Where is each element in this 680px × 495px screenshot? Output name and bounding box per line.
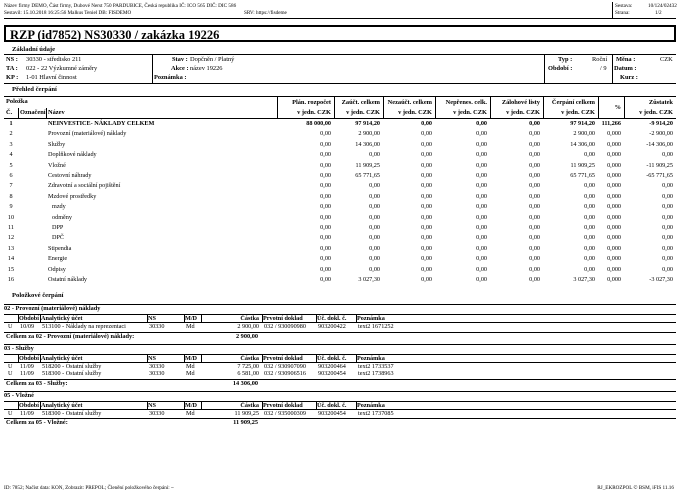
row-zust: 0,00	[662, 192, 673, 200]
row-zust: 0,00	[662, 151, 673, 159]
row-zauct: 3 027,30	[358, 276, 380, 283]
company-info: Název firmy DEMO, Část firmy, Dubové Nerst 750 PARDUBICE, Česká republika IČ: ICO 565 DIČ: DIC 586	[4, 3, 237, 9]
server-info: SRV: https://fisdeme	[244, 10, 287, 16]
row-number: 10	[7, 213, 15, 221]
item-obdobi: 11/09	[20, 362, 34, 370]
row-nezauct: 0,00	[421, 182, 432, 190]
item-castka: 7 725,00	[237, 362, 259, 370]
row-zal: 0,00	[529, 255, 540, 263]
row-zal: 0,00	[529, 276, 540, 283]
row-plan: 0,00	[320, 234, 331, 242]
item-obdobi: 11/09	[20, 409, 34, 417]
ta-value: 022 - 22 Výzkumné záměry	[26, 65, 98, 72]
row-neprenes: 0,00	[476, 203, 487, 211]
author-info: Sestavil: 15.10.2018 16:25:56 Malkus Teniel DB: FISDEMO	[4, 10, 132, 16]
item-doklad: 032 / 935000309	[264, 409, 306, 417]
row-zauct: 0,00	[369, 192, 380, 200]
item-u: U	[8, 362, 13, 370]
item-col-doklad: Prvotní doklad	[263, 354, 303, 362]
item-ns: 30330	[149, 323, 165, 330]
item-col-pozn: Poznámka	[357, 354, 385, 362]
row-plan: 0,00	[320, 172, 331, 179]
row-nezauct: 0,00	[421, 130, 432, 138]
item-ns: 30330	[149, 409, 165, 417]
row-zust: 0,00	[662, 182, 673, 190]
row-neprenes: 0,00	[476, 120, 487, 127]
row-nezauct: 0,00	[421, 213, 432, 221]
row-cerp: 0,00	[584, 192, 595, 200]
row-zauct: 0,00	[369, 213, 380, 221]
item-total-label: Celkem za 02 - Provozní (materiálové) náklady:	[6, 332, 135, 340]
row-plan: 0,00	[320, 151, 331, 159]
row-cerp: 0,00	[584, 182, 595, 190]
row-pct: 0,000	[607, 265, 621, 273]
col-nezauct: Nezaúčt. celkem	[387, 99, 432, 106]
item-col-ucet: Analytický účet	[41, 354, 83, 362]
row-nezauct: 0,00	[421, 224, 432, 231]
row-plan: 88 000,00	[306, 120, 331, 127]
row-zust: 0,00	[662, 244, 673, 252]
row-plan: 0,00	[320, 182, 331, 190]
row-zust: -3 027,30	[649, 276, 673, 283]
row-plan: 0,00	[320, 244, 331, 252]
row-name: Vložné	[48, 161, 66, 169]
row-cerp: 0,00	[584, 265, 595, 273]
item-col-ns: NS	[148, 315, 156, 322]
row-pct: 0,000	[607, 182, 621, 190]
col-zust: Zůstatek	[648, 99, 673, 106]
col-c: Č.	[6, 109, 13, 116]
datum-label: Datum :	[614, 65, 637, 72]
col-nezauct-unit: v jedn. CZK	[398, 109, 432, 116]
row-name: Mzdové prostředky	[48, 192, 97, 200]
item-col-obdobi: Období	[19, 315, 39, 322]
row-zal: 0,00	[529, 244, 540, 252]
row-zauct: 0,00	[369, 224, 380, 231]
row-zust: -2 900,00	[649, 130, 673, 138]
row-zal: 0,00	[529, 161, 540, 169]
item-ucet: 518300 - Ostatní služby	[42, 409, 102, 417]
footer-left: ID: 7852; Načíst data: KON, Zobrazit: PREPOL; Členění položkového čerpání: ~	[4, 485, 174, 491]
row-neprenes: 0,00	[476, 244, 487, 252]
row-plan: 0,00	[320, 161, 331, 169]
row-cerp: 14 306,00	[570, 140, 595, 148]
row-name: Provozní (materiálové) náklady	[48, 130, 127, 138]
row-number: 11	[8, 224, 14, 231]
row-neprenes: 0,00	[476, 213, 487, 221]
item-col-ucet: Analytický účet	[41, 401, 83, 409]
row-zauct: 0,00	[369, 255, 380, 263]
row-nezauct: 0,00	[421, 244, 432, 252]
item-u: U	[8, 409, 13, 417]
item-doklad: 032 / 930090980	[264, 323, 306, 330]
item-col-ns: NS	[148, 354, 156, 362]
item-col-ucdokl: Úč. dokl. č.	[317, 354, 347, 362]
item-castka: 2 900,00	[237, 323, 259, 330]
poznamka-label: Poznámka :	[154, 74, 187, 81]
row-nezauct: 0,00	[421, 255, 432, 263]
overview-section-label: Přehled čerpání	[12, 86, 57, 93]
row-neprenes: 0,00	[476, 182, 487, 190]
row-number: 15	[7, 265, 15, 273]
row-nezauct: 0,00	[421, 276, 432, 283]
row-plan: 0,00	[320, 140, 331, 148]
row-zauct: 0,00	[369, 265, 380, 273]
row-number: 16	[7, 276, 15, 283]
strana-label: Strana:	[615, 10, 630, 16]
row-zal: 0,00	[529, 265, 540, 273]
item-col-pozn: Poznámka	[357, 401, 385, 409]
obdobi-value: / 9	[600, 65, 607, 72]
sestava-value: 10/124/02432	[648, 3, 677, 9]
row-zust: -14 306,00	[646, 140, 673, 148]
row-name: Ostatní náklady	[48, 276, 88, 283]
row-cerp: 2 900,00	[573, 130, 595, 138]
row-pct: 0,000	[607, 192, 621, 200]
row-neprenes: 0,00	[476, 224, 487, 231]
row-neprenes: 0,00	[476, 161, 487, 169]
row-name: Cestovní náhrady	[48, 172, 92, 179]
item-ucdokl: 903200454	[318, 370, 346, 377]
row-name: NEINVESTICE- NÁKLADY CELKEM	[48, 120, 155, 127]
row-cerp: 0,00	[584, 203, 595, 211]
item-pozn: text2 1671252	[358, 323, 394, 330]
row-zust: 0,00	[662, 203, 673, 211]
row-cerp: 0,00	[584, 234, 595, 242]
row-zal: 0,00	[529, 120, 540, 127]
kp-value: 1-01 Hlavní činnost	[26, 74, 77, 81]
item-col-castka: Částka	[240, 401, 259, 409]
col-plan: Plán. rozpočet	[292, 99, 331, 106]
row-number: 2	[9, 130, 13, 138]
item-castka: 6 581,00	[237, 370, 259, 377]
report-title-box	[4, 25, 676, 42]
row-plan: 0,00	[320, 203, 331, 211]
item-ns: 30330	[149, 362, 165, 370]
item-col-obdobi: Období	[19, 401, 39, 409]
item-ns: 30330	[149, 370, 165, 377]
item-col-obdobi: Období	[19, 354, 39, 362]
row-pct: 0,000	[607, 172, 621, 179]
row-plan: 0,00	[320, 192, 331, 200]
row-number: 14	[7, 255, 15, 263]
row-number: 3	[9, 140, 13, 148]
item-pozn: text2 1737085	[358, 409, 394, 417]
col-neprenes: Nepřenes. celk.	[445, 99, 487, 106]
row-number: 1	[9, 120, 13, 127]
item-ucet: 518300 - Ostatní služby	[42, 370, 102, 377]
item-doklad: 032 / 930906516	[264, 370, 306, 377]
item-col-ucdokl: Úč. dokl. č.	[317, 401, 347, 409]
row-number: 12	[7, 234, 15, 242]
col-zauct-unit: v jedn. CZK	[346, 109, 380, 116]
row-cerp: 11 909,25	[570, 161, 595, 169]
row-cerp: 3 027,30	[573, 276, 595, 283]
row-neprenes: 0,00	[476, 234, 487, 242]
row-zal: 0,00	[529, 182, 540, 190]
row-zust: 0,00	[662, 265, 673, 273]
row-nezauct: 0,00	[421, 161, 432, 169]
item-col-pozn: Poznámka	[357, 315, 385, 322]
footer-right: RJ_EKROZPOL © BSM, iFIS 11.16	[597, 485, 674, 491]
row-nezauct: 0,00	[421, 203, 432, 211]
row-pct: 111,266	[601, 120, 621, 127]
row-zal: 0,00	[529, 234, 540, 242]
report-title: RZP (id7852) NS30330 / zakázka 19226	[10, 28, 220, 42]
item-obdobi: 11/09	[20, 370, 34, 377]
item-total-value: 14 306,00	[232, 379, 258, 387]
row-zauct: 0,00	[369, 182, 380, 190]
row-nezauct: 0,00	[421, 192, 432, 200]
item-u: U	[8, 323, 13, 330]
row-neprenes: 0,00	[476, 276, 487, 283]
row-number: 9	[9, 203, 13, 211]
row-zal: 0,00	[529, 151, 540, 159]
row-number: 13	[7, 244, 15, 252]
item-pozn: text2 1738963	[358, 370, 394, 377]
row-pct: 0,000	[607, 234, 621, 242]
item-md: Md	[186, 362, 195, 370]
row-plan: 0,00	[320, 213, 331, 221]
row-cerp: 0,00	[584, 151, 595, 159]
row-name: odměny	[52, 213, 72, 221]
row-name: Stipendia	[48, 244, 72, 252]
row-pct: 0,000	[607, 224, 621, 231]
row-plan: 0,00	[320, 255, 331, 263]
row-zust: -9 914,20	[649, 120, 673, 127]
row-nezauct: 0,00	[421, 140, 432, 148]
col-zal-unit: v jedn. CZK	[506, 109, 540, 116]
row-zal: 0,00	[529, 224, 540, 231]
col-pct: %	[614, 104, 621, 111]
item-castka: 11 909,25	[234, 409, 259, 417]
row-neprenes: 0,00	[476, 255, 487, 263]
akce-value: název 19226	[190, 65, 223, 72]
row-zal: 0,00	[529, 172, 540, 179]
row-plan: 0,00	[320, 265, 331, 273]
row-pct: 0,000	[607, 255, 621, 263]
row-zal: 0,00	[529, 192, 540, 200]
row-zauct: 0,00	[369, 203, 380, 211]
col-neprenes-unit: v jedn. CZK	[453, 109, 487, 116]
row-zust: 0,00	[662, 213, 673, 221]
row-pct: 0,000	[607, 244, 621, 252]
row-name: DPP	[52, 224, 64, 231]
col-polozka: Položka	[6, 98, 28, 105]
row-name: Zdravotní a sociální pojištění	[48, 182, 121, 190]
item-ucet: 513100 - Náklady na reprezentaci	[42, 323, 126, 330]
item-ucdokl: 903200454	[318, 409, 346, 417]
row-pct: 0,000	[607, 161, 621, 169]
row-neprenes: 0,00	[476, 172, 487, 179]
item-obdobi: 10/09	[20, 323, 35, 330]
row-cerp: 65 771,65	[570, 172, 595, 179]
item-total-label: Celkem za 03 - Služby:	[6, 379, 68, 387]
row-name: Doplňkové náklady	[48, 151, 97, 159]
item-md: Md	[186, 409, 195, 417]
row-cerp: 0,00	[584, 255, 595, 263]
obdobi-label: Období :	[548, 65, 573, 72]
mena-value: CZK	[660, 56, 673, 63]
row-nezauct: 0,00	[421, 172, 432, 179]
row-cerp: 0,00	[584, 224, 595, 231]
stav-value: Dopčněn / Platný	[190, 56, 235, 63]
row-zal: 0,00	[529, 213, 540, 221]
mena-label: Měna :	[616, 56, 636, 63]
col-zauct: Zaúčt. celkem	[341, 99, 380, 106]
row-plan: 0,00	[320, 224, 331, 231]
row-zauct: 2 900,00	[358, 130, 380, 138]
kurz-label: Kurz :	[620, 74, 638, 81]
row-neprenes: 0,00	[476, 151, 487, 159]
row-neprenes: 0,00	[476, 192, 487, 200]
row-zauct: 11 909,25	[355, 161, 380, 169]
row-neprenes: 0,00	[476, 130, 487, 138]
item-total-value: 2 900,00	[235, 332, 258, 340]
row-zust: 0,00	[662, 224, 673, 231]
row-name: mzdy	[52, 203, 66, 211]
item-total-label: Celkem za 05 - Vložné:	[6, 419, 68, 426]
item-col-castka: Částka	[240, 354, 259, 362]
row-zust: 0,00	[662, 255, 673, 263]
row-zal: 0,00	[529, 140, 540, 148]
row-name: DPČ	[52, 234, 65, 242]
col-cerp: Čerpání celkem	[551, 99, 595, 106]
row-nezauct: 0,00	[421, 151, 432, 159]
row-zust: -65 771,65	[646, 172, 673, 179]
row-pct: 0,000	[607, 151, 621, 159]
row-zauct: 14 306,00	[355, 140, 380, 148]
row-nezauct: 0,00	[421, 120, 432, 127]
stav-label: Stav :	[172, 56, 188, 63]
item-md: Md	[186, 323, 195, 330]
row-zauct: 0,00	[369, 234, 380, 242]
row-zauct: 65 771,65	[355, 172, 380, 179]
strana-value: 1/2	[655, 10, 662, 16]
item-col-ns: NS	[148, 401, 156, 409]
row-plan: 0,00	[320, 276, 331, 283]
row-nezauct: 0,00	[421, 265, 432, 273]
item-section-title: 02 - Provozní (materiálové) náklady	[4, 305, 101, 312]
sestava-label: Sestava:	[615, 3, 633, 9]
item-col-doklad: Prvotní doklad	[263, 315, 303, 322]
row-cerp: 97 914,20	[570, 120, 595, 127]
row-pct: 0,000	[607, 213, 621, 221]
col-oznaceni: Označení	[20, 109, 46, 116]
kp-label: KP :	[6, 74, 19, 81]
row-zust: 0,00	[662, 234, 673, 242]
row-neprenes: 0,00	[476, 265, 487, 273]
row-pct: 0,000	[607, 130, 621, 138]
ns-value: 30330 - středisko 211	[26, 56, 82, 63]
row-pct: 0,000	[607, 140, 621, 148]
ta-label: TA :	[6, 65, 18, 72]
item-ucdokl: 903200464	[318, 362, 346, 370]
item-u: U	[8, 370, 13, 377]
item-col-castka: Částka	[240, 315, 259, 322]
row-zust: -11 909,25	[646, 161, 673, 169]
item-pozn: text2 1733537	[358, 362, 394, 370]
row-cerp: 0,00	[584, 244, 595, 252]
item-col-md: M/D	[185, 401, 198, 409]
row-zauct: 0,00	[369, 244, 380, 252]
col-nazev: Název	[48, 109, 65, 116]
row-pct: 0,000	[607, 276, 621, 283]
col-zal: Zálohové listy	[501, 99, 540, 106]
item-total-value: 11 909,25	[233, 419, 258, 426]
row-cerp: 0,00	[584, 213, 595, 221]
item-col-md: M/D	[185, 354, 198, 362]
row-neprenes: 0,00	[476, 140, 487, 148]
row-zal: 0,00	[529, 203, 540, 211]
ns-label: NS :	[6, 56, 18, 63]
row-number: 7	[9, 182, 13, 190]
item-col-ucdokl: Úč. dokl. č.	[317, 315, 347, 322]
typ-label: Typ :	[558, 56, 573, 63]
item-ucet: 518200 - Ostatní služby	[42, 362, 102, 370]
col-plan-unit: v jedn. CZK	[297, 109, 331, 116]
row-nezauct: 0,00	[421, 234, 432, 242]
row-pct: 0,000	[607, 203, 621, 211]
row-name: Služby	[48, 140, 66, 148]
row-name: Energie	[48, 255, 68, 263]
item-section-title: 05 - Vložné	[4, 391, 34, 399]
row-zal: 0,00	[529, 130, 540, 138]
row-number: 5	[9, 161, 13, 169]
item-col-md: M/D	[185, 315, 198, 322]
item-section-label: Položkové čerpání	[12, 292, 64, 299]
row-number: 4	[9, 151, 13, 159]
row-number: 6	[9, 172, 13, 179]
item-col-doklad: Prvotní doklad	[263, 401, 303, 409]
row-name: Odpisy	[48, 265, 66, 273]
col-cerp-unit: v jedn. CZK	[561, 109, 595, 116]
item-section-title: 03 - Služby	[4, 344, 34, 352]
item-md: Md	[186, 370, 195, 377]
item-doklad: 032 / 930907090	[264, 362, 306, 370]
row-zauct: 97 914,20	[355, 120, 380, 127]
item-ucdokl: 903200422	[318, 323, 346, 330]
col-zust-unit: v jedn. CZK	[639, 109, 673, 116]
typ-value: Roční	[592, 56, 608, 63]
row-number: 8	[9, 192, 13, 200]
akce-label: Akce :	[171, 65, 189, 72]
row-plan: 0,00	[320, 130, 331, 138]
basic-section-label: Základní údaje	[12, 46, 56, 53]
item-col-ucet: Analytický účet	[41, 315, 83, 322]
row-zauct: 0,00	[369, 151, 380, 159]
